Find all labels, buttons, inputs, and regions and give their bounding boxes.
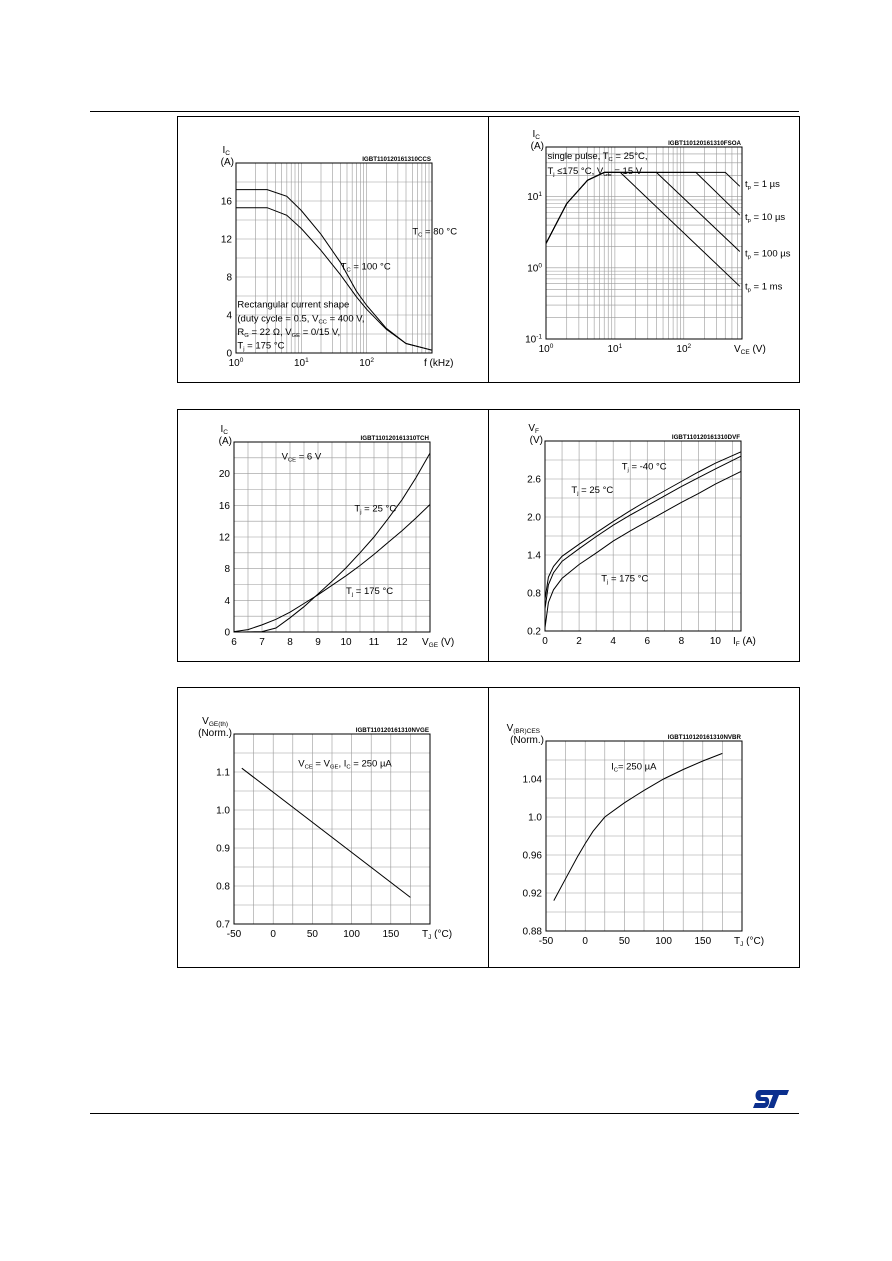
annotation-label [298, 758, 392, 770]
chart-normalized-breakdown-voltage [489, 688, 799, 967]
annotation-label-part: = 0/15 V, [300, 326, 341, 338]
x-tick-label: -50 [538, 936, 554, 947]
y-tick-label: 12 [218, 532, 230, 544]
annotation-label-part: = 6 V [296, 451, 322, 463]
y-axis-unit: (A) [220, 157, 234, 168]
annotation-label-part: = 400 V, [326, 313, 365, 325]
pulse-width-label [745, 212, 785, 224]
annotation-label-part: GE [603, 171, 612, 178]
annotation-label-part: C [613, 767, 618, 774]
y-axis-unit: (V) [529, 435, 543, 446]
y-axis-label-subscript: C [535, 134, 540, 141]
annotation-label-part: , I [338, 758, 347, 770]
x-tick-label: 4 [610, 636, 616, 647]
y-axis-label-symbol: V [528, 423, 536, 434]
y-axis-label [223, 145, 231, 157]
y-tick-label: 0.92 [522, 888, 542, 900]
chart-code: IGBT110120161310DVF [671, 434, 740, 441]
annotation-label [412, 226, 457, 238]
y-axis-label [202, 716, 228, 728]
y-tick-label: 8 [224, 564, 230, 576]
x-axis-unit: (V) [749, 344, 766, 355]
x-axis-label [733, 636, 756, 648]
pulse-width-label-part: p [747, 217, 751, 224]
y-tick-label: 20 [218, 469, 230, 481]
x-tick-exponent: 2 [687, 343, 692, 350]
st-logo [752, 1089, 790, 1109]
y-tick-base: 10 [525, 334, 537, 346]
annotation-label-part: V [298, 758, 305, 770]
x-axis-label [734, 344, 766, 356]
y-tick-label: 2.0 [527, 512, 541, 524]
annotation-label [237, 327, 340, 339]
pulse-width-label-part: = 100 µs [750, 248, 791, 260]
x-tick-base: 10 [228, 358, 240, 369]
annotation-label-part: = 175 °C [244, 340, 285, 352]
y-tick-base: 10 [527, 263, 539, 275]
x-tick-base: 10 [293, 358, 306, 369]
annotation-label-part: = 250 µA [617, 761, 657, 773]
annotation-label-part: = 25°C, [612, 150, 648, 162]
y-axis-label-symbol: I [532, 129, 536, 140]
pulse-width-label-part: = 1 µs [750, 179, 780, 191]
chart-code: IGBT110120161310NVBR [667, 734, 741, 741]
grid [234, 442, 430, 632]
pulse-width-label-part: t [745, 281, 748, 293]
annotation-label-part: = 22 Ω, V [248, 326, 292, 338]
chart-code: IGBT110120161310FSOA [668, 140, 741, 147]
y-axis-unit: (Norm.) [510, 735, 544, 746]
x-axis-unit: (°C) [431, 929, 453, 940]
y-tick-label: 0 [226, 348, 232, 360]
x-tick-label: 7 [259, 637, 265, 648]
x-tick-exponent: 1 [305, 357, 309, 364]
y-axis-label-subscript: C [223, 429, 228, 436]
x-tick-base: 10 [359, 358, 371, 369]
x-axis-unit: (V) [438, 637, 455, 648]
x-tick-label: 8 [678, 636, 685, 647]
chart-code: IGBT110120161310CCS [362, 156, 431, 163]
x-tick-label: 0 [542, 636, 548, 647]
y-axis-label-symbol: I [220, 424, 224, 435]
grid [234, 734, 430, 924]
x-tick-label: 2 [576, 636, 582, 647]
chart-panel-safe-operating-area [488, 116, 800, 383]
annotation-label-part: I [611, 761, 614, 773]
y-axis-label [533, 129, 541, 141]
annotation-label [237, 314, 364, 326]
annotation-label-part: C [418, 232, 423, 239]
x-tick-exponent: 1 [618, 343, 623, 350]
x-tick-exponent: 0 [549, 343, 554, 350]
x-axis-label [422, 929, 452, 941]
annotation-label-part: C [608, 156, 613, 163]
x-tick-label: 50 [618, 936, 630, 947]
annotation-label-part: T [346, 586, 352, 597]
chart-panel-normalized-breakdown-voltage [488, 687, 800, 968]
annotation-label-part: = 25 °C [578, 484, 614, 496]
y-tick-label: 12 [220, 234, 232, 246]
y-tick-label: 1.04 [522, 774, 542, 786]
annotation-label-part: GE [329, 764, 339, 771]
annotation-label-part: C [346, 764, 351, 771]
y-tick-exponent: -1 [536, 333, 542, 341]
x-axis-label [422, 637, 454, 649]
series-line [546, 172, 740, 251]
annotation-label-part: Rectangular current shape [237, 299, 350, 311]
y-tick-label: 0.96 [522, 850, 542, 862]
x-tick-label: 150 [382, 929, 400, 940]
y-tick-label: 0 [224, 627, 230, 639]
annotation-label-part: = 175 °C [608, 573, 649, 585]
annotation-label [571, 485, 613, 497]
x-tick-label: 0 [582, 936, 588, 947]
x-axis-label-subscript: J [740, 941, 744, 948]
series-line [554, 753, 723, 900]
x-axis-unit: (kHz) [426, 358, 454, 369]
y-tick-label: 1.0 [216, 805, 230, 817]
x-tick-label: 8 [287, 637, 293, 648]
annotation-label-part: j [627, 467, 629, 474]
x-axis-label [734, 936, 764, 948]
y-tick-label: 4 [224, 595, 230, 607]
x-tick-label: 100 [655, 936, 672, 947]
annotation-label [547, 151, 647, 163]
annotation-label [601, 574, 648, 586]
annotation-label-part: T [354, 503, 361, 515]
y-tick-label: 1.1 [216, 767, 230, 779]
annotation-label-part: T [412, 226, 419, 238]
annotation-label-part: GE [291, 332, 301, 339]
annotation-label-part: T [340, 261, 347, 273]
x-tick-label: 10 [709, 636, 721, 647]
y-tick-label: 16 [218, 500, 230, 512]
annotation-label [237, 299, 349, 310]
y-axis-label [528, 423, 539, 435]
y-tick-label [527, 191, 542, 203]
y-tick-exponent: 1 [538, 191, 542, 199]
pulse-width-label-part: t [745, 179, 748, 191]
annotation-label-part: single pulse, T [547, 150, 609, 162]
y-axis-label-subscript: C [225, 150, 230, 157]
annotation-label-part: = -40 °C [628, 461, 667, 473]
x-tick-label [539, 343, 554, 355]
x-axis-label-symbol: V [734, 344, 741, 355]
x-tick-label: 10 [340, 637, 352, 648]
annotation-label-part: CE [304, 764, 313, 771]
y-tick-label: 16 [220, 196, 232, 208]
pulse-width-label-part: t [745, 211, 748, 223]
x-tick-label: 150 [694, 936, 712, 947]
y-axis-label-subscript: (BR)CES [513, 728, 540, 735]
series-line [546, 172, 740, 286]
y-axis-unit: (A) [218, 436, 232, 447]
annotation-label-part: = 80 °C [422, 226, 458, 238]
annotation-label-part: j [577, 490, 579, 497]
chart-panel-collector-current-vs-frequency [177, 116, 489, 383]
annotation-label [354, 504, 396, 516]
annotation-label-part: G [244, 332, 249, 339]
annotation-label-part: CE [287, 457, 297, 464]
annotation-label [237, 340, 284, 352]
x-tick-base: 10 [538, 344, 550, 355]
annotation-label-part: j [243, 346, 245, 353]
pulse-width-label [745, 248, 791, 260]
annotation-label-part: C [346, 267, 351, 274]
pulse-width-label-part: p [747, 185, 751, 192]
annotation-label-part: CC [318, 319, 327, 326]
footer-rule [90, 1113, 799, 1114]
x-tick-base: 10 [607, 344, 619, 355]
y-axis-label-subscript: GE(th) [208, 721, 228, 728]
annotation-label [341, 261, 391, 273]
annotation-label-part: T [621, 461, 628, 473]
annotation-label-part: j [553, 171, 555, 178]
x-tick-label: 9 [315, 637, 321, 648]
chart-panel-normalized-gate-threshold [177, 687, 489, 968]
x-tick-label [608, 343, 623, 355]
y-tick-label: 0.7 [216, 919, 230, 931]
y-tick-exponent: 0 [538, 262, 542, 270]
x-tick-label [676, 343, 691, 355]
y-axis-label-symbol: V [202, 716, 209, 727]
y-tick-label: 4 [226, 310, 232, 322]
x-tick-label: 6 [644, 636, 651, 647]
chart-code: IGBT110120161310TCH [360, 435, 429, 442]
pulse-width-label-part: = 1 ms [750, 281, 783, 293]
x-tick-label: 6 [231, 637, 237, 648]
annotation-label-part: = 100 °C [350, 261, 391, 273]
chart-safe-operating-area [489, 117, 799, 382]
annotation-label-part: j [360, 509, 362, 516]
x-tick-label [294, 357, 309, 369]
x-axis-label-symbol: f [424, 358, 427, 369]
x-tick-base: 10 [676, 344, 688, 355]
chart-transfer-characteristics [178, 410, 488, 661]
x-axis-label-symbol: I [733, 636, 736, 647]
annotation-label [282, 451, 322, 463]
chart-diode-forward-voltage [489, 410, 799, 661]
annotation-label-part: T [237, 340, 244, 352]
y-axis-label [507, 723, 541, 735]
y-axis-label-symbol: I [222, 145, 226, 156]
x-tick-label: 0 [270, 929, 276, 940]
annotation-label-part: R [237, 326, 245, 338]
chart-code: IGBT110120161310NVGE [355, 727, 429, 734]
y-axis-unit: (Norm.) [198, 728, 232, 739]
x-tick-exponent: 0 [239, 357, 244, 364]
y-tick-label: 1.0 [528, 812, 542, 824]
chart-normalized-gate-threshold [178, 688, 488, 967]
x-axis-unit: (°C) [743, 936, 765, 947]
pulse-width-label [745, 179, 780, 191]
x-tick-label: 12 [396, 637, 408, 648]
y-tick-label: 1.4 [527, 550, 541, 562]
x-axis-label [424, 358, 453, 369]
annotation-label-part: = 175 °C [353, 586, 394, 597]
y-axis-label-subscript: F [535, 428, 539, 435]
y-tick-label [527, 262, 542, 274]
x-axis-label-subscript: GE [428, 642, 439, 649]
annotation-label [547, 166, 642, 178]
x-axis-label-subscript: CE [740, 349, 750, 356]
x-axis-label-subscript: J [428, 934, 432, 941]
x-tick-label: -50 [226, 929, 242, 940]
x-tick-label [359, 357, 374, 369]
annotation-label-part: = 250 µA [350, 758, 392, 770]
annotation-label-part: (duty cycle = 0.5, V [237, 313, 319, 325]
x-tick-label: 11 [368, 637, 380, 648]
x-axis-label-subscript: F [735, 641, 740, 648]
chart-panel-transfer-characteristics [177, 409, 489, 662]
pulse-width-label [745, 281, 783, 293]
x-tick-exponent: 2 [370, 357, 375, 364]
y-tick-label: 0.88 [522, 926, 542, 938]
annotation-label [622, 462, 667, 474]
annotation-label-part: = 15 V [611, 165, 643, 177]
x-axis-label-symbol: T [734, 936, 741, 947]
y-axis-label [221, 424, 229, 436]
x-axis-unit: (A) [739, 636, 756, 647]
pulse-width-label-part: p [747, 254, 751, 261]
y-tick-label: 2.6 [527, 474, 541, 486]
annotation-label-part: T [571, 484, 578, 496]
header-rule [90, 111, 799, 112]
y-tick-label: 8 [226, 272, 232, 284]
y-tick-label: 0.9 [216, 843, 230, 855]
annotation-label-part: T [601, 573, 608, 585]
x-tick-label: 100 [343, 929, 360, 940]
y-tick-label: 0.8 [216, 881, 230, 893]
series-line [242, 768, 411, 897]
annotation-label-part: T [547, 165, 554, 177]
pulse-width-label-part: = 10 µs [750, 211, 786, 223]
pulse-width-label-part: p [747, 287, 751, 294]
annotation-label-part: = V [312, 758, 330, 770]
annotation-label-part: j [351, 592, 354, 598]
annotation-label-part: j [607, 579, 609, 586]
annotation-label [346, 586, 393, 598]
y-tick-label: 0.2 [527, 626, 541, 638]
x-axis-label-symbol: V [422, 637, 429, 648]
pulse-width-label-part: t [745, 248, 748, 260]
chart-panel-diode-forward-voltage [488, 409, 800, 662]
x-tick-label: 50 [306, 929, 318, 940]
annotation-label-part: = 25 °C [361, 503, 397, 515]
chart-collector-current-vs-frequency [178, 117, 488, 382]
y-tick-label: 0.8 [527, 588, 541, 600]
y-tick-base: 10 [527, 192, 539, 204]
x-axis-label-symbol: T [422, 929, 429, 940]
annotation-label-part: V [281, 451, 288, 463]
annotation-label-part: ≤175 °C, V [554, 165, 604, 177]
y-axis-unit: (A) [530, 141, 544, 152]
y-axis-label-symbol: V [506, 723, 514, 734]
annotation-label [611, 762, 657, 774]
